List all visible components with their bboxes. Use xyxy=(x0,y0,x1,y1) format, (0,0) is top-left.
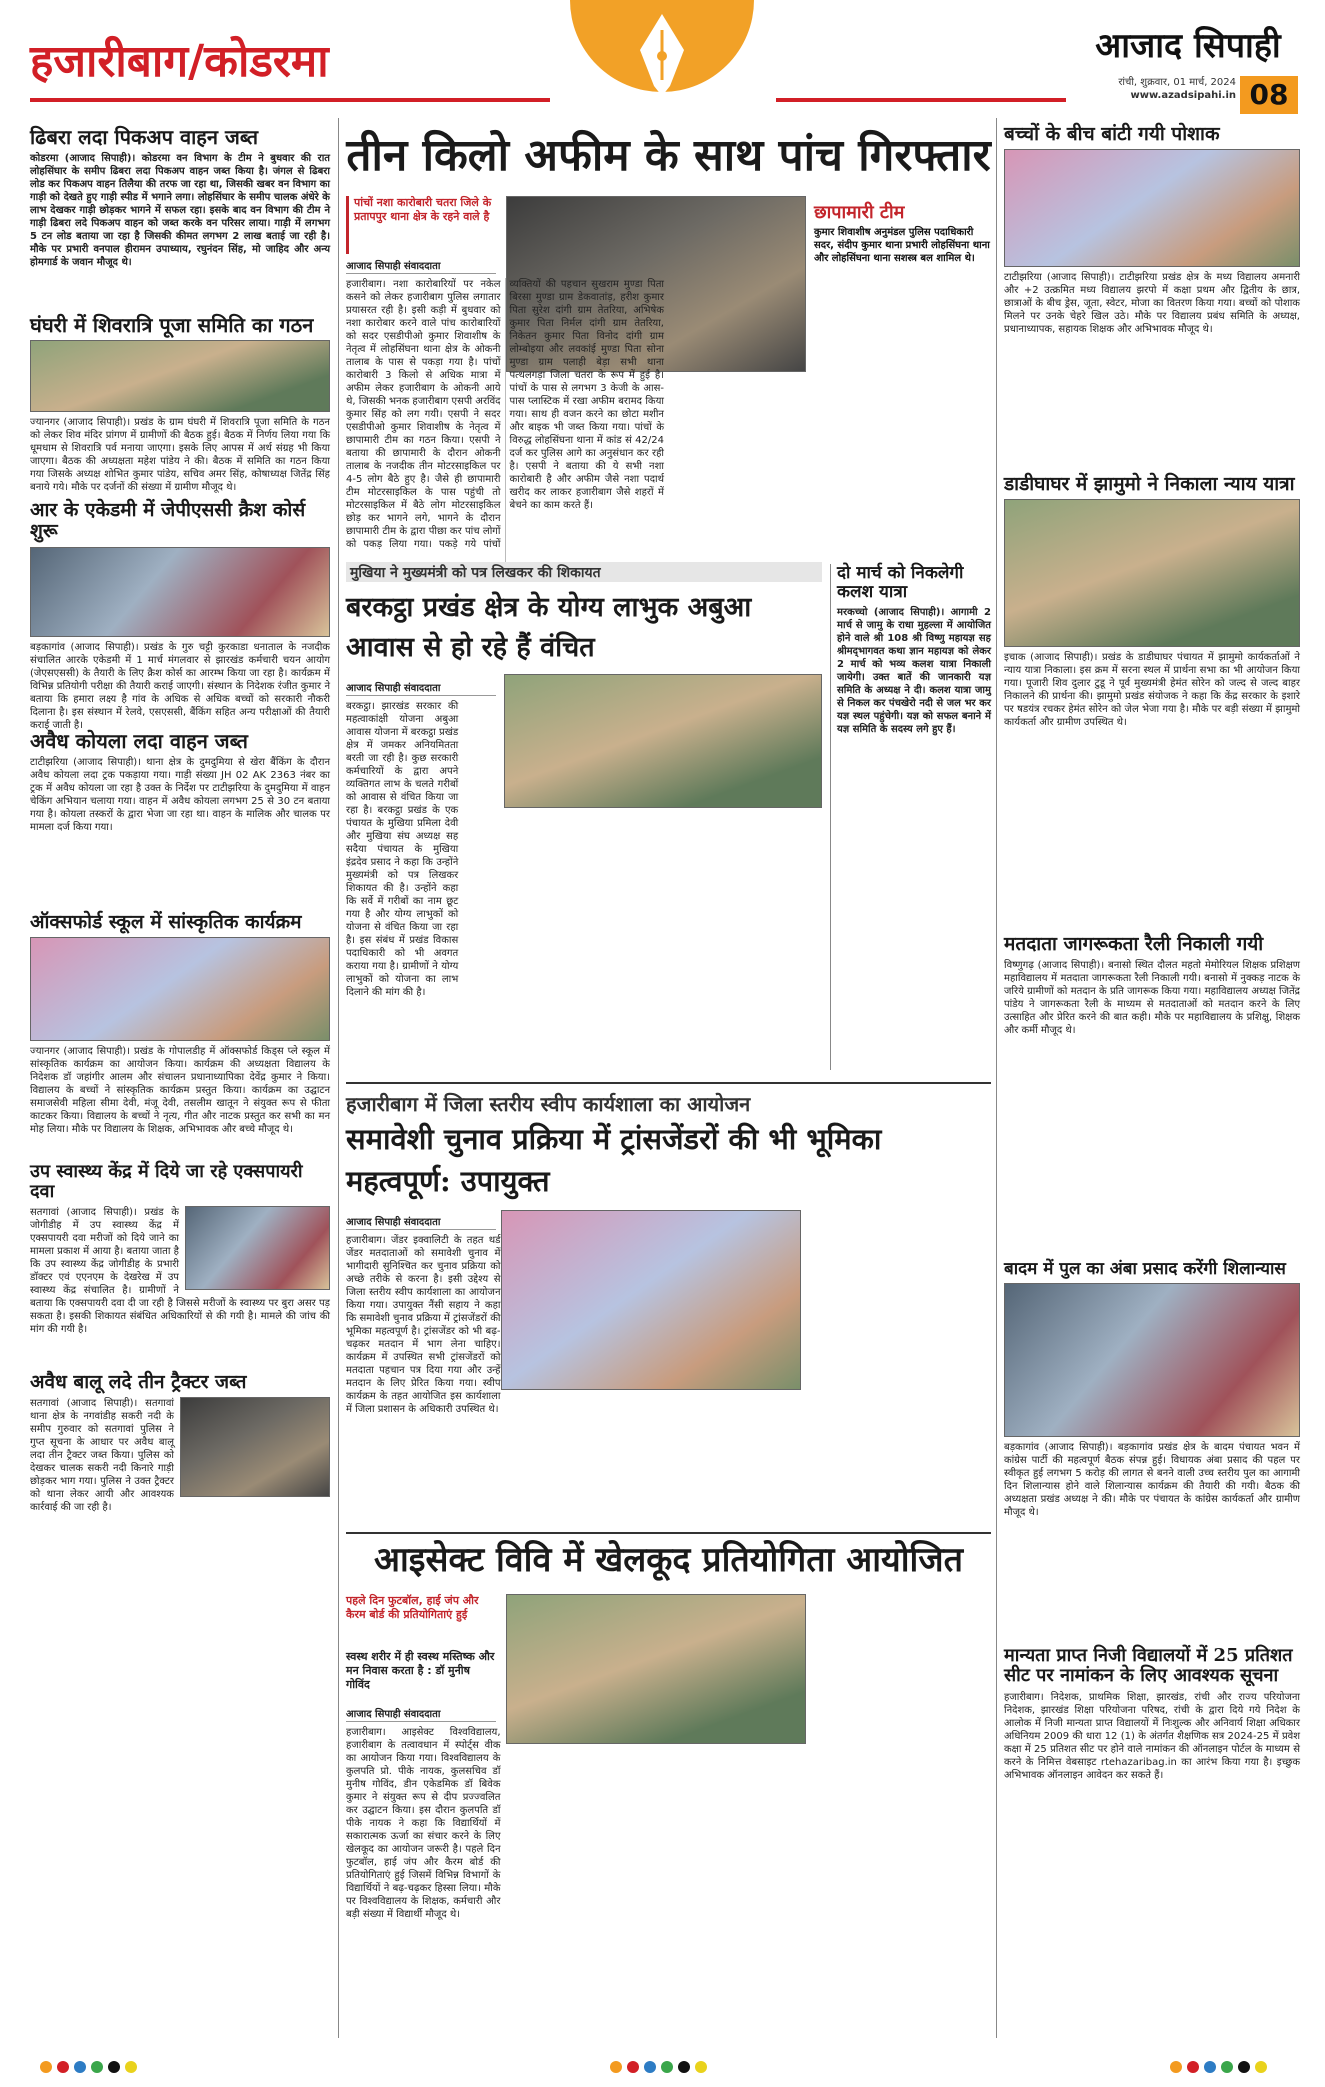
brief-badam-bridge xyxy=(1004,1260,1300,1640)
story-body: टाटीझरिया (आजाद सिपाही)। टाटीझरिया प्रखंड क्षेत्र के मध्य विद्यालय अमनारी और +2 उत्क्रमित मध्य विद्यालय झरपो में कक्षा प्रथम और द्वितीय के छात्र, छात्राओं के बीच ड्रेस, जूता, स्वेटर, मोजा का वितरण किया गया। बच्चों को पोशाक मिलने पर उनके चेहरे खिल उठे। मौके पर विद्यालय प्रबंध समिति के अध्यक्ष, प्रधानाध्यापक, सहायक शिक्षक और अभिभावक मौजूद थे। xyxy=(1004,272,1300,336)
brief-shivratri xyxy=(30,314,330,496)
story-body: कोडरमा (आजाद सिपाही)। कोडरमा वन विभाग के टीम ने बुधवार की रात लोहसिंघार के समीप ढिबरा लदा पिकअप वाहन जब्त किया है। जंगल से ढिबरा लोड कर पिकअप वाहन तिलैया की तरफ जा रहा था, जिसकी खबर वन विभाग का गाड़ी को देखते हुए गाड़ी स्पीड में भगाने लगा। लोहसिंघार के समीप चालक अंधेरे के लाभ देखकर गाड़ी छोड़कर भागने में सफल रहा। इसके बाद वन विभाग की टीम ने गाड़ी ढिबरा लदे पिकअप वाहन को जब्त करके वन परिसर लाया। गाड़ी में लगभग 5 टन लोड बताया जा रहा है जिसकी कीमत लगभग 2 लाख बताई जा रही है। मौके पर प्रभारी वनपाल हीरामन उपाध्याय, रघुनंदन सिंह, मो जाहिद और अन्य होमगार्ड के जवान मौजूद थे। xyxy=(30,153,330,269)
headline: बच्चों के बीच बांटी गयी पोशाक xyxy=(1004,123,1220,145)
headline: घंघरी में शिवरात्रि पूजा समिति का गठन xyxy=(30,313,314,337)
color-dot xyxy=(644,2061,656,2073)
news-photo xyxy=(30,340,330,412)
pen-nib-logo xyxy=(562,0,762,112)
lead-deck: पांचों नशा कारोबारी चतरा जिले के प्रतापपुर थाना क्षेत्र के रहने वाले है xyxy=(346,196,496,254)
color-dot xyxy=(610,2061,622,2073)
aisect-byline: आजाद सिपाही संवाददाता xyxy=(346,1706,496,1722)
headline: आर के एकेडमी में जेपीएससी क्रैश कोर्स शुरू xyxy=(30,499,306,543)
news-photo xyxy=(1004,1283,1300,1437)
brief-dhibra xyxy=(30,126,330,311)
story-body: इचाक (आजाद सिपाही)। प्रखंड के डाडीघाघर पंचायत में झामुमो कार्यकर्ताओं ने न्याय यात्रा निकाला। इस क्रम में सरना स्थल में प्रार्थना सभा का भी आयोजन किया गया। पूजारी शिव दुलार टुडू ने पूर्व मुख्यमंत्री हेमंत सोरेन को जल्द से जल्द बाहर निकालने की प्रार्थना की। झामुमो प्रखंड संयोजक ने कहा कि केंद्र सरकार के इशारे पर षडयंत्र रचकर हेमंत सोरेन को जेल भेजा गया है। मौके पर बड़ी संख्या में झामुमो कार्यकर्ता और ग्रामीण उपस्थित थे। xyxy=(1004,652,1300,729)
color-dot xyxy=(678,2061,690,2073)
color-dot xyxy=(1221,2061,1233,2073)
footer xyxy=(0,2044,1325,2087)
kalash-box xyxy=(830,564,991,1070)
headline: बादम में पुल का अंबा प्रसाद करेंगी शिलान्यास xyxy=(1004,1259,1286,1279)
color-dot xyxy=(661,2061,673,2073)
story-body: टाटीझरिया (आजाद सिपाही)। थाना क्षेत्र के दुमदुमिया से खेरा बैंकिंग के दौरान अवैध कोयला लदा ट्रक पकड़ाया गया। गाड़ी संख्या JH 02 AK 2363 नंबर का ट्रक में अवैध कोयला जा रहा है उक्त के निर्देश पर टाटीझरिया के दुमदुमिया में वाहन चेकिंग अभियान चलाया गया। वाहन में अवैध कोयला लगभग 25 से 30 टन बताया गया है। कोयला तस्करों के द्वारा भेजा जा रहा था। वाहन के मालिक और चालक पर मामला दर्ज किया गया। xyxy=(30,757,330,834)
aisect-headline: आइसेक्ट विवि में खेलकूद प्रतियोगिता आयोजित xyxy=(374,1540,963,1580)
masthead xyxy=(0,0,1325,118)
brief-voter-rally xyxy=(1004,934,1300,1254)
caption-text: कुमार शिवाशीष अनुमंडल पुलिस पदाधिकारी सदर, संदीप कुमार थाना प्रभारी लोहसिंघना थाना और लोहसिंघना थाना सशस्त्र बल शामिल थे। xyxy=(814,227,990,264)
story-body: ज्यानगर (आजाद सिपाही)। प्रखंड के गोपालडीह में ऑक्सफोर्ड किड्स प्ले स्कूल में सांस्कृतिक कार्यक्रम का आयोजन किया। कार्यक्रम की अध्यक्षता विद्यालय के निदेशक डॉ जहांगीर आलम और संचालन प्रधानाध्यापिका देवेंद्र कुमार ने किया। विद्यालय के बच्चों ने सांस्कृतिक कार्यक्रम प्रस्तुत किया। कार्यक्रम का उद्घाटन समाजसेवी महिला सीमा देवी, मंजू देवी, तसलीम खातून ने संयुक्त रूप से फीता काटकर किया। विद्यालय के बच्चों ने नृत्य, गीत और नाटक प्रस्तुत कर सभी का मन मोह लिया। मौके पर विद्यालय के शिक्षक, अभिभावक और बच्चे मौजूद थे। xyxy=(30,1046,330,1136)
color-dot xyxy=(74,2061,86,2073)
headline: अवैध कोयला लदा वाहन जब्त xyxy=(30,729,248,753)
brief-expired-medicine xyxy=(30,1162,330,1367)
barkatha-byline: आजाद सिपाही संवाददाता xyxy=(346,680,496,696)
color-dot xyxy=(57,2061,69,2073)
footer-dots-center xyxy=(610,2058,750,2072)
headline: ऑक्सफोर्ड स्कूल में सांस्कृतिक कार्यक्रम xyxy=(30,911,302,933)
color-dot xyxy=(627,2061,639,2073)
brief-coal-vehicle xyxy=(30,730,330,908)
aisect-deck: पहले दिन फुटबॉल, हाई जंप और कैरम बोर्ड की प्रतियोगिताएं हुई xyxy=(346,1594,479,1621)
kalash-body: मरकच्चो (आजाद सिपाही)। आगामी 2 मार्च से जामु के राधा मुहल्ला में आयोजित होने वाले श्री 108 श्री विष्णु महायज्ञ सह श्रीमद्‌भागवत कथा ज्ञान महायज्ञ को लेकर 2 मार्च को भव्य कलश यात्रा निकाली जायेगी। उक्त बातें की जानकारी यज्ञ समिति के अध्यक्ष ने दी। कलश यात्रा जामु से निकल कर पंचखेरो नदी से जल भर कर यज्ञ स्थल पहुंचेगी। यज्ञ को सफल बनाने में यज्ञ समिति के सदस्य लगे हुए हैं। xyxy=(837,607,991,736)
brief-nyay-yatra xyxy=(1004,474,1300,929)
page-number-badge: 08 xyxy=(1240,76,1298,114)
story-body: विष्णुगढ़ (आजाद सिपाही)। बनासो स्थित दौलत महतो मेमोरियल शिक्षक प्रशिक्षण महाविद्यालय में मतदाता जागरूकता रैली निकाली गयी। बनासो में नुक्कड़ नाटक के जरिये ग्रामीणों को मतदान के प्रति जागरूक किया गया। महाविद्यालय अध्यक्ष जितेंद्र पांडेय ने जागरूकता रैली के माध्यम से मतदाताओं को मतदान करने के लिए उत्साहित और प्रेरित करने की बात कही। मौके पर महाविद्यालय के प्रशिक्षु, शिक्षक और कर्मी मौजूद थे। xyxy=(1004,960,1300,1037)
color-dot xyxy=(1204,2061,1216,2073)
sports-team-photo xyxy=(506,1594,806,1744)
transgender-story xyxy=(346,1082,991,1527)
story-body: ज्यानगर (आजाद सिपाही)। प्रखंड के ग्राम घंघरी में शिवरात्रि पूजा समिति के गठन को लेकर शिव मंदिर प्रांगण में ग्रामीणों की बैठक हुई। बैठक में निर्णय लिया गया कि धूमधाम से शिवरात्रि पर्व मनाया जाएगा। इसके लिए आपस में अर्थ संग्रह भी किया जाएगा। बैठक की अध्यक्षता महेश पांडेय ने की। बैठक में समिति का गठन किया गया जिसके अध्यक्ष शोभित कुमार पांडेय, सचिव अमर सिंह, कोषाध्यक्ष जितेंद्र सिंह बनाये गये। मौके पर दर्जनों की संख्या में ग्रामीण मौजूद थे। xyxy=(30,417,330,494)
news-photo xyxy=(180,1397,330,1497)
headline: मान्यता प्राप्त निजी विद्यालयों में 25 प्रतिशत सीट पर नामांकन के लिए आवश्यक सूचना xyxy=(1004,1645,1293,1687)
headline: उप स्वास्थ्य केंद्र में दिये जा रहे एक्सपायरी दवा xyxy=(30,1161,303,1203)
transgender-kicker: हजारीबाग में जिला स्तरीय स्वीप कार्यशाला का आयोजन xyxy=(346,1092,751,1116)
section-title: हजारीबाग/कोडरमा xyxy=(30,36,329,87)
barkatha-kicker: मुखिया ने मुख्यमंत्री को पत्र लिखकर की शिकायत xyxy=(346,562,822,582)
color-dot xyxy=(40,2061,52,2073)
headline: मतदाता जागरूकता रैली निकाली गयी xyxy=(1004,933,1264,955)
brief-oxford-school xyxy=(30,912,330,1157)
news-photo xyxy=(30,547,330,637)
story-body: हजारीबाग। निदेशक, प्राथमिक शिक्षा, झारखंड, रांची और राज्य परियोजना निदेशक, झारखंड शिक्षा परियोजना परिषद, रांची के द्वारा दिये गये निदेश के आलोक में निजी मान्यता प्राप्त विद्यालयों में निःशुल्क और अनिवार्य शिक्षा अधिकार अधिनियम 2009 की धारा 12 (1) के अंतर्गत शैक्षणिक सत्र 2024-25 में प्रवेश कक्षा में 25 प्रतिशत सीट पर होने वाले नामांकन की ऑनलाइन पोर्टल के माध्यम से करने के निमित्त वेबसाइट rtehazaribag.in का आरंभ किया गया है। इच्छुक अभिभावक ऑनलाइन आवेदन कर सकते हैं। xyxy=(1004,1692,1300,1782)
color-dot xyxy=(695,2061,707,2073)
paper-name: आजाद सिपाही xyxy=(1095,26,1281,66)
headline: डाडीघाघर में झामुमो ने निकाला न्याय यात्रा xyxy=(1004,473,1295,495)
transgender-byline: आजाद सिपाही संवाददाता xyxy=(346,1214,496,1230)
aisect-deck-quote: स्वस्थ शरीर में ही स्वस्थ मस्तिष्क और मन निवास करता है : डॉ मुनीष गोविंद xyxy=(346,1650,495,1691)
left-column-divider xyxy=(338,118,339,2038)
brief-sand-tractor xyxy=(30,1372,330,1572)
right-column-divider xyxy=(996,118,997,2038)
color-dot xyxy=(91,2061,103,2073)
lead-byline: आजाद सिपाही संवाददाता xyxy=(346,258,496,274)
aisect-story xyxy=(346,1532,991,2037)
aisect-body: हजारीबाग। आइसेक्ट विश्वविद्यालय, हजारीबाग के तत्वावधान में स्पोर्ट्स वीक का आयोजन किया गया। विश्वविद्यालय के कुलपति प्रो. पीके नायक, कुलसचिव डॉ मुनीष गोविंद, डीन एकेडमिक डॉ बिवेक कुमार ने संयुक्त रूप से दीप प्रज्ज्वलित कर उद्घाटन किया। इस दौरान कुलपति डॉ पीके नायक ने कहा कि विद्यार्थियों में सकारात्मक ऊर्जा का संचार करने के लिए खेलकूद का आयोजन जरूरी है। पहले दिन फुटबॉल, हाई जंप और कैरम बोर्ड की प्रतियोगिताएं हुई जिसमें विभिन्न विभागों के विद्यार्थियों ने बढ़-चढ़कर हिस्सा लिया। मौके पर विश्वविद्यालय के शिक्षक, कर्मचारी और बड़ी संख्या में विद्यार्थी मौजूद थे। xyxy=(346,1727,501,1920)
footer-dots-left xyxy=(40,2058,180,2072)
headline: ढिबरा लदा पिकअप वाहन जब्त xyxy=(30,125,259,149)
barkatha-headline: बरकट्ठा प्रखंड क्षेत्र के योग्य लाभुक अबुआ आवास से हो रहे हैं वंचित xyxy=(346,592,752,663)
lead-body: हजारीबाग। नशा कारोबारियों पर नकेल कसने को लेकर हजारीबाग पुलिस लगातार प्रयासरत रही है। इसी कड़ी में बुधवार को नशा कारोबार करने वाले पांच कारोबारियों को सदर एसडीपीओ कुमार शिवाशीष के नेतृत्व में लोहसिंघना थाना क्षेत्र के ओकनी तालाब के पास से पकड़ा गया है। पांचों कारोबारी 3 किलो से अधिक मात्रा में अफीम लेकर हजारीबाग के ओकनी आये थे, जिसकी भनक हजारीबाग एसपी अरविंद कुमार सिंह को लग गयी। एसपी ने सदर एसडीपीओ कुमार शिवाशीष के नेतृत्व में छापामारी टीम का गठन किया। एसपी ने बताया की छापामारी के दौरान ओकनी तालाब के नजदीक तीन मोटरसाइकिल पर 4-5 लोग बैठे हुए है। जैसे ही छापामारी टीम मोटरसाइकिल के पास पहुंची तो मोटरसाइकिल में बैठे लोग मोटरसाइकिल छोड़ कर भागने लगे, भागने के दौरान छापामारी टीम के द्वारा पीछा कर पांच लोगों को पकड़ लिया गया। पकड़े गये पांचों व्यक्तियों की पहचान सुखराम मुण्डा पिता बिरसा मुण्डा ग्राम डेकवातांड़, हरीश कुमार पिता सुरेश दांगी ग्राम तेतरिया, अभिषेक कुमार पिता निर्मल दांगी ग्राम तेतरिया, निकेतन कुमार पिता विनोद दांगी ग्राम लोम्बोइया और लवकांई मुण्डा पिता सोना मुण्डा ग्राम पलाही बेड़ा सभी थाना पत्थलगड़ा जिला चतरा के रूप में हुई है। पांचों के पास से लगभग 3 केजी के आस-पास प्लास्टिक में रखा अफीम बरामद किया गया। साथ ही वजन करने का छोटा मशीन और बाइक भी जब्त किया गया। पांचों के विरुद्ध लोहसिंघना थाना में कांड सं 42/24 दर्ज कर पुलिस आगे का अनुसंधान कर रही है। एसपी ने बताया की ये सभी नशा कारोबारी है और अफीम जैसे नशा पदार्थ खरीद कर लाकर हजारीबाग जैसे शहरों में बेचने का काम करते हैं। xyxy=(346,279,664,550)
dateline: रांची, शुक्रवार, 01 मार्च, 2024 xyxy=(1118,77,1236,88)
color-dot xyxy=(125,2061,137,2073)
kalash-headline: दो मार्च को निकलेगी कलश यात्रा xyxy=(837,563,964,603)
barkatha-body: बरकट्ठा। झारखंड सरकार की महत्वाकांक्षी योजना अबुआ आवास योजना में बरकट्ठा प्रखंड क्षेत्र में जमकर अनियमितता बरती जा रही है। कुछ सरकारी कर्मचारियों के द्वारा अपने व्यक्तिगत लाभ के चलते गरीबों को आवास से वंचित किया जा रहा है। बरकट्ठा प्रखंड के एक पंचायत के मुखिया प्रमिला देवी और मुखिया संघ अध्यक्ष सह सदैया पंचायत के मुखिया इंद्रदेव प्रसाद ने कहा कि उन्होंने मुख्यमंत्री को पत्र लिखकर शिकायत की है। उन्होंने कहा कि सर्वे में गरीबों का नाम छूट गया है और योग्य लाभुकों को योजना से वंचित किया जा रहा है। इस संबंध में प्रखंड विकास पदाधिकारी को भी अवगत कराया गया है। ग्रामीणों ने योग्य लाभुकों को योजना का लाभ दिलाने की मांग की है। xyxy=(346,701,459,998)
transgender-headline: समावेशी चुनाव प्रक्रिया में ट्रांसजेंडरों की भी भूमिका महत्वपूर्ण: उपायुक्त xyxy=(346,1122,882,1198)
caption-title: छापामारी टीम xyxy=(814,202,905,223)
lead-story xyxy=(346,124,991,564)
headline: अवैध बालू लदे तीन ट्रैक्टर जब्त xyxy=(30,1371,247,1393)
story-body: बड़कागांव (आजाद सिपाही)। प्रखंड के गुरु चट्टी कुरकाडा धनाताल के नजदीक संचालित आरके एकेडमी में 1 मार्च मंगलवार से झारखंड कर्मचारी चयन आयोग (जेएसएससी) के तैयारी के लिए क्रैश कोर्स का आरम्भ किया जा रहा है। कार्यक्रम में विभिन्न प्रतियोगी परीक्षा की तैयारी कराई जाएगी। संस्थान के निदेशक रंजीत कुमार ने बताया कि हमारा लक्ष्य है गांव के अधिक से अधिक बच्चों को सरकारी नौकरी दिलाना है। इस संस्थान में रेलवे, एसएससी, बैंकिंग सहित अन्य परीक्षाओं की तैयारी कराई जाती है। xyxy=(30,641,330,731)
barkatha-story xyxy=(346,562,822,1074)
brief-uniform xyxy=(1004,124,1300,469)
masthead-right-rule xyxy=(776,98,1066,102)
news-photo xyxy=(1004,149,1300,267)
color-dot xyxy=(1187,2061,1199,2073)
news-photo xyxy=(185,1206,330,1290)
color-dot xyxy=(1170,2061,1182,2073)
news-photo xyxy=(30,937,330,1041)
story-body: बड़कागांव (आजाद सिपाही)। बड़कागांव प्रखंड क्षेत्र के बादम पंचायत भवन में कांग्रेस पार्टी की महत्वपूर्ण बैठक संपन्न हुई। विधायक अंबा प्रसाद की पहल पर स्वीकृत हुई लगभग 5 करोड़ की लागत से बनने वाली उच्च स्तरीय पुल का आगामी दिन शिलान्यास होने वाले शिलान्यास कार्यक्रम की तैयारी की गयी। बैठक की अध्यक्षता प्रखंड अध्यक्ष ने की। मौके पर पंचायत के कांग्रेस कार्यकर्ता और ग्रामीण मौजूद थे। xyxy=(1004,1442,1300,1519)
color-dot xyxy=(1238,2061,1250,2073)
masthead-left-rule xyxy=(30,98,550,102)
lead-headline: तीन किलो अफीम के साथ पांच गिरफ्तार xyxy=(346,130,991,181)
story-body: सतगावां (आजाद सिपाही)। प्रखंड के जोगीडीह में उप स्वास्थ्य केंद्र में एक्सपायरी दवा मरीजों को दिये जाने का मामला प्रकाश में आया है। बताया जाता है कि उप स्वास्थ्य केंद्र जोगीडीह के प्रभारी डॉक्टर एवं एएनएम के देखरेख में उप स्वास्थ्य केंद्र संचालित है। ग्रामीणों ने बताया कि एक्सपायरी दवा दी जा रही है जिससे मरीजों के स्वास्थ्य पर बुरा असर पड़ सकता है। इसकी शिकायत संबंधित अधिकारियों से की गयी है। मामले की जांच की मांग की गयी है। xyxy=(30,1207,330,1336)
color-dot xyxy=(108,2061,120,2073)
brief-rte-admission xyxy=(1004,1646,1300,2038)
transgender-body: हजारीबाग। जेंडर इक्वालिटी के तहत थर्ड जेंडर मतदाताओं को समावेशी चुनाव में भागीदारी सुनिश्चित कर चुनाव प्रक्रिया को अच्छे तरीके से करना है। इसी उद्देश्य से जिला स्तरीय स्वीप कार्यशाला का आयोजन किया गया। उपायुक्त नैंसी सहाय ने कहा कि समावेशी चुनाव प्रक्रिया में ट्रांसजेंडरों की भूमिका महत्वपूर्ण है। ट्रांसजेंडर को भी बढ़-चढ़कर मतदान में भाग लेना चाहिए। कार्यक्रम में उपस्थित सभी ट्रांसजेंडरों को मतदाता पहचान पत्र दिया गया और उन्हें मतदान के लिए प्रेरित किया गया। स्वीप कार्यक्रम के तहत आयोजित इस कार्यशाला में जिला प्रशासन के अधिकारी उपस्थित थे। xyxy=(346,1235,501,1415)
website: www.azadsipahi.in xyxy=(1130,90,1236,101)
color-dot xyxy=(1255,2061,1267,2073)
footer-dots-right xyxy=(1170,2058,1310,2072)
news-photo xyxy=(1004,499,1300,647)
story-body: सतगावां (आजाद सिपाही)। सतगावां थाना क्षेत्र के नगवांडीह सकरी नदी के समीप गुरुवार को सतगावां पुलिस ने गुप्त सूचना के आधार पर अवैध बालू लदा तीन ट्रैक्टर जब्त किया। पुलिस को देखकर चालक सकरी नदी किनारे गाड़ी छोड़कर भाग गया। पुलिस ने उक्त ट्रैक्टर को थाना लेकर आयी और आवश्यक कार्रवाई की जा रही है। xyxy=(30,1398,174,1514)
brief-rk-academy xyxy=(30,499,330,731)
